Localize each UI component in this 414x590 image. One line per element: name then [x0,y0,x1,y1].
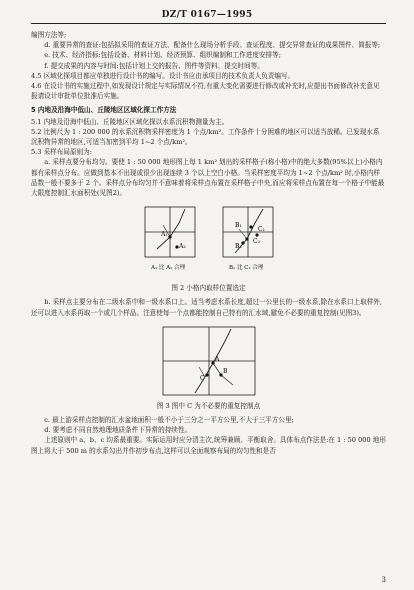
paragraph: 5.2 比例尺为 1 : 200 000 的水系沉积物采样密度为 1 个点/km²。工作条件十分困难的地区可以适当放稀。已发现水系沉积物异常的地区,可适当加密到平均 1~2 个点/km²。 [31,127,380,147]
document-body [31,30,386,456]
paragraph: 4.5 区域化探项目都应单独进行设计书的编写。设计书应由承项目的技术负责人负责编写。 [31,71,295,80]
paragraph: d. 要考虑不同自然地理地质条件下异常的持续性。 [44,426,192,435]
figure-3 [159,323,259,399]
sample-point [241,242,244,245]
paragraph: 5.3 采样布局原则为: [31,148,92,157]
figure-label: A [214,355,219,363]
figure-label: C₁ [257,226,265,234]
paragraph: f. 提交成果的内容与时间:包括计划上交的报告、图件等资料、提交时间等。 [44,61,264,70]
sample-point [245,238,248,241]
figure-label: B [222,367,227,375]
paragraph: d. 重要异常的查证:包括拟采用的查证方法、配备什么现场分析手段、查证程度、提交异常查证的成果图件、简报等; [44,41,381,50]
header-rule [31,23,386,24]
page-number: 3 [381,576,386,584]
sample-point [168,236,171,239]
figure-label: C [199,374,205,382]
paragraph: e. 技术、经济指标:包括设备、材料计划、经济预算、组织编制和工作进度安排等; [44,51,281,60]
figure-label: C₂ [252,238,260,246]
page-header: DZ/T 0167—1995 [161,10,253,20]
sample-point [249,226,252,229]
figure-2-right-grid [223,207,273,257]
paragraph: 5.1 内地及沿海中低山、丘陵地区区域化探以水系沉积物测量为主。 [31,117,229,126]
paragraph: a. 采样点要分布均匀。要使 1 : 50 000 地形图上每 1 km² 划出的采样格子(称小格)中的绝大多数(95%以上)小格内都有采样点分布。应做到基本不出现或很少出现连续 3 个以上空白小格。当采样密度平均为 1~2 个点/km² 时,小格内样品数一般不要多于 2 个。采样点分布均匀并不意味着将采样点布置在采样格子中央,而应将采样点布置在每一个格子中能最大限度控制汇水面积处(见图2)。 [31,158,385,198]
figure-2-left-grid [145,207,195,257]
sample-point [205,373,208,376]
paragraph: b. 采样点主要分布在二级水系中和一级水系口上。适当考虑水系长度,超过一公里长的一级水系,除在水系口上取样外,还可以进入水系再取一个或几个样品。注意使每一个点都能控制自己特有的汇水域,避免不必要的重复控制(见图3)。 [31,298,382,317]
figure-2-right-branch [239,229,247,239]
paragraph: 上述原则中 a、b、c 均系最重要。实际运用时应分清主次,统筹兼顾、平衡取舍。具体布点作法是:在 1 : 50 000 地形图上将大于 500 m 的水系勾出并作初步布点,这样可以全面观察布局的均匀性和是否 [31,436,386,455]
figure-caption-right: B₁ 比 C₁ 合理 [228,265,263,272]
figure-caption-left: A₁ 比 A₂ 合理 [150,265,185,272]
figure-3-grid [163,327,255,395]
figure-label: B₂ [234,243,242,251]
figure-label: B₁ [234,222,242,230]
section-heading: 5 内地及沿海中低山、丘陵地区区域化探工作方法 [31,106,177,115]
figure-label: A₂ [178,243,186,251]
sample-point [255,234,258,237]
paragraph: 编图方法等; [31,31,67,39]
paragraph: c. 最上游采样点控制的汇水盆地面积一般不小于三分之一平方公里,不大于三平方公里; [44,416,294,425]
paragraph: 4.6 在设计书的实施过程中,如发现设计规定与实际情况不符,有重大变化需要进行修改或补充时,应提出书面修改补充意见报请设计审批单位批准后实施。 [31,82,380,101]
figure-2 [139,203,279,281]
figure-2-caption: 图 2 小格内取样位置选定 [171,284,246,293]
figure-label: A₁ [160,231,168,239]
figure-3-caption: 图 3 图中 C 为不必要的重复控制点 [156,401,261,410]
